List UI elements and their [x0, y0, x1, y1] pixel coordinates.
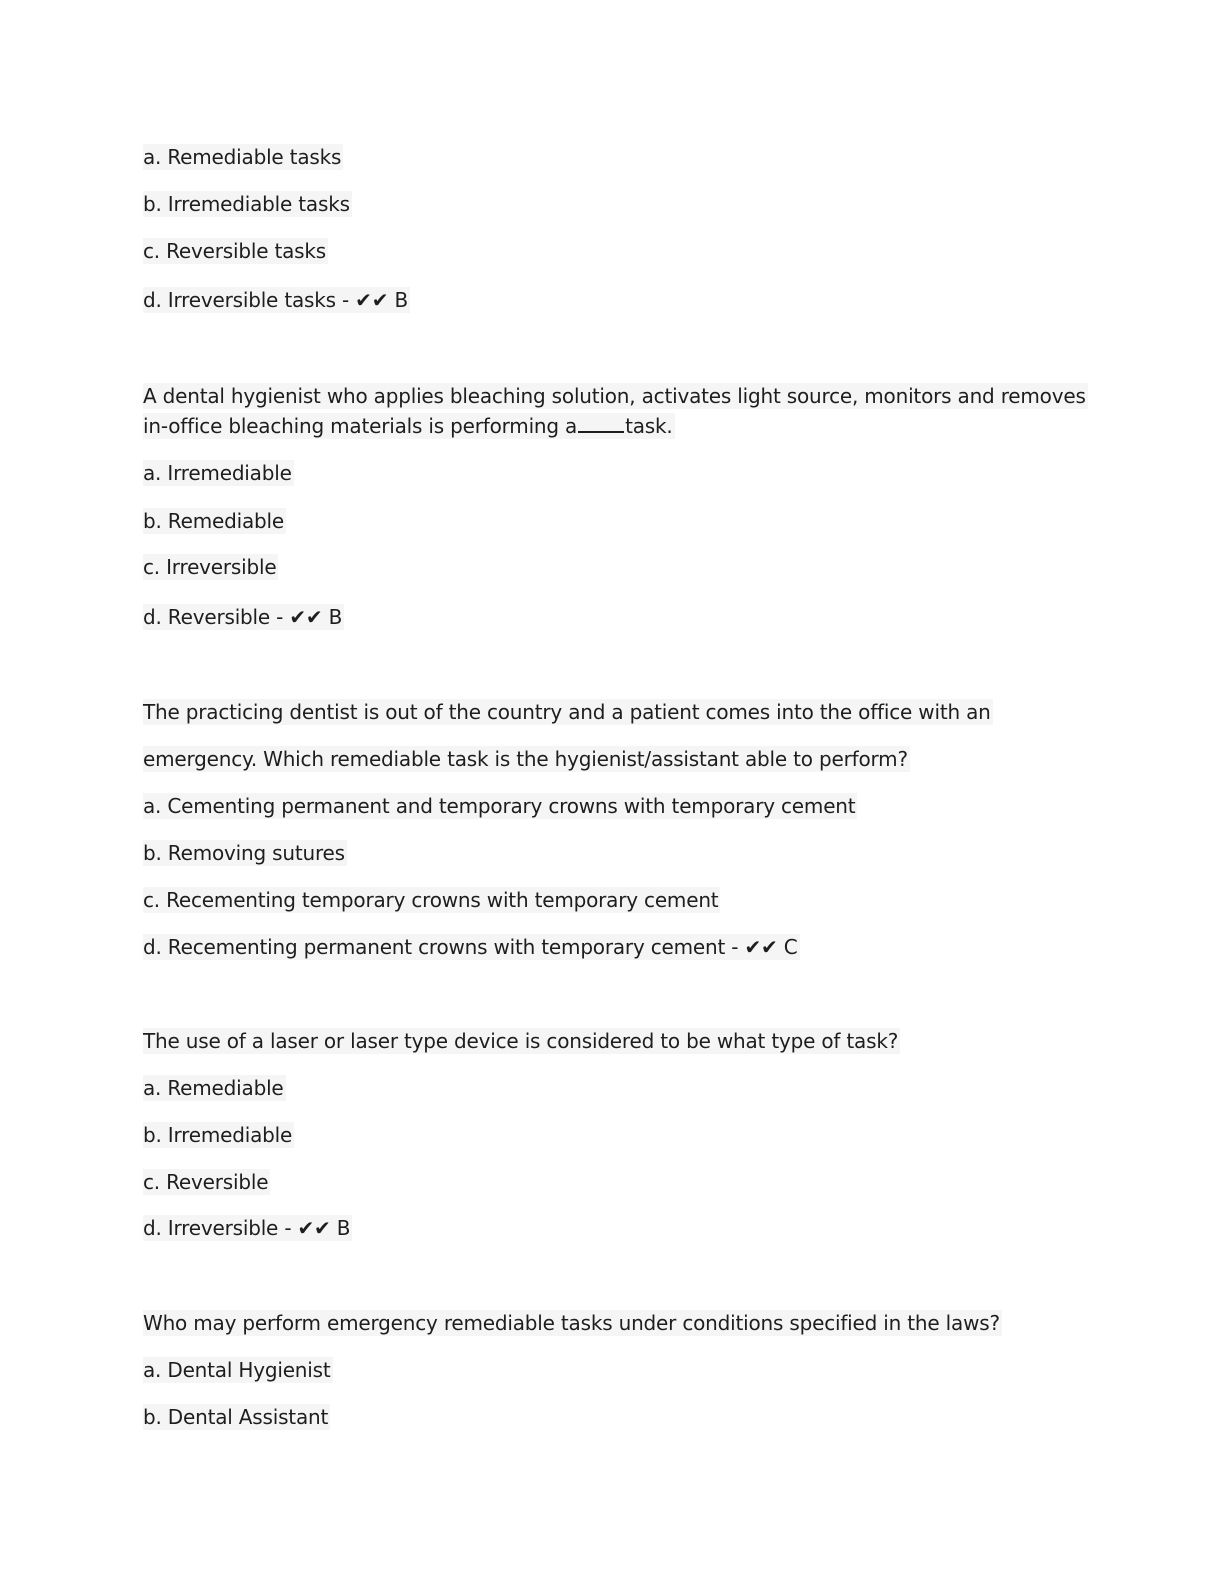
- q0-option-d-text: d. Irreversible tasks - ✔✔ B: [143, 288, 408, 312]
- q1-option-a-text: a. Irremediable: [143, 461, 292, 485]
- q4-option-b: [143, 1403, 330, 1431]
- q2-stem-line1: [143, 698, 993, 726]
- q4-option-a: [143, 1356, 333, 1384]
- q3-option-b-text: b. Irremediable: [143, 1123, 293, 1147]
- q3-option-a: [143, 1074, 286, 1102]
- fill-in-blank: [578, 413, 624, 433]
- q2-stem-line2: [143, 745, 910, 773]
- q1-stem-line2-text: [143, 413, 675, 439]
- q2-option-c-text: c. Recementing temporary crowns with temporary cement: [143, 888, 719, 912]
- q2-stem-line2-text: emergency. Which remediable task is the hygienist/assistant able to perform?: [143, 747, 908, 771]
- q3-option-a-text: a. Remediable: [143, 1076, 284, 1100]
- q0-option-c-text: c. Reversible tasks: [143, 239, 326, 263]
- q1-stem-line1: [143, 382, 1088, 410]
- q3-option-c-text: c. Reversible: [143, 1170, 269, 1194]
- q3-stem: [143, 1027, 900, 1055]
- q4-option-b-text: b. Dental Assistant: [143, 1405, 329, 1429]
- q1-option-d-answer: [143, 603, 344, 631]
- q4-stem-text: Who may perform emergency remediable tasks under conditions specified in the laws?: [143, 1311, 1000, 1335]
- q1-stem-after-blank: task.: [625, 414, 673, 438]
- q0-option-a-text: a. Remediable tasks: [143, 145, 342, 169]
- q4-stem: [143, 1309, 1002, 1337]
- q0-option-a: [143, 143, 343, 171]
- q0-option-d-answer: [143, 286, 410, 314]
- q2-option-d-answer: [143, 933, 800, 961]
- q3-option-d-answer: [143, 1214, 352, 1242]
- q1-option-b: [143, 507, 286, 535]
- q3-option-c: [143, 1168, 270, 1196]
- q0-option-c: [143, 237, 328, 265]
- q2-option-b: [143, 839, 347, 867]
- q2-option-b-text: b. Removing sutures: [143, 841, 345, 865]
- q2-option-c: [143, 886, 720, 914]
- q1-option-d-text: d. Reversible - ✔✔ B: [143, 605, 343, 629]
- q1-stem-line2: [143, 412, 675, 440]
- q2-option-a-text: a. Cementing permanent and temporary crowns with temporary cement: [143, 794, 856, 818]
- q4-option-a-text: a. Dental Hygienist: [143, 1358, 331, 1382]
- q2-option-d-text: d. Recementing permanent crowns with temporary cement - ✔✔ C: [143, 935, 798, 959]
- q0-option-b-text: b. Irremediable tasks: [143, 192, 350, 216]
- q2-stem-line1-text: The practicing dentist is out of the country and a patient comes into the office with an: [143, 700, 991, 724]
- q2-option-a: [143, 792, 857, 820]
- q1-stem-line1-text: A dental hygienist who applies bleaching solution, activates light source, monitors and removes: [143, 384, 1086, 408]
- q0-option-b: [143, 190, 352, 218]
- q1-option-b-text: b. Remediable: [143, 509, 284, 533]
- q3-option-b: [143, 1121, 294, 1149]
- q3-option-d-text: d. Irreversible - ✔✔ B: [143, 1216, 351, 1240]
- q1-option-a: [143, 459, 294, 487]
- q1-stem-before-blank: in-office bleaching materials is performing a: [143, 414, 578, 438]
- q3-stem-text: The use of a laser or laser type device is considered to be what type of task?: [143, 1029, 899, 1053]
- q1-option-c: [143, 553, 278, 581]
- q1-option-c-text: c. Irreversible: [143, 555, 277, 579]
